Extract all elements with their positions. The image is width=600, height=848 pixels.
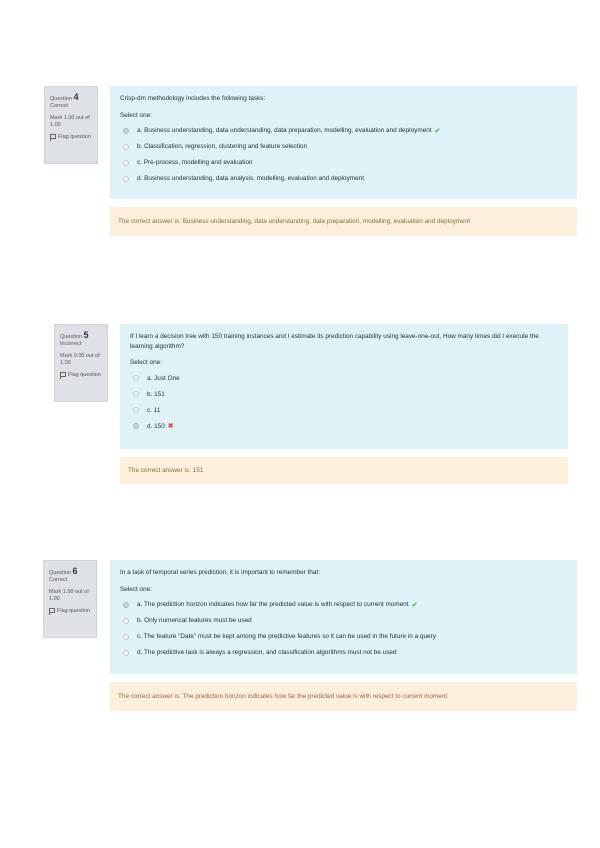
incorrect-cross-icon: ✖ [167, 423, 174, 431]
radio-button[interactable] [123, 602, 129, 608]
correct-answer-feedback: The correct answer is: The prediction horizon indicates how far the predicted value is with respect to current moment [110, 682, 577, 711]
answer-option[interactable]: d. 150 ✖ [130, 418, 558, 434]
question-number: Question 6 [49, 566, 78, 576]
answer-option[interactable]: a. The prediction horizon indicates how far the predicted value is with respect to current moment ✔ [120, 597, 567, 613]
answer-option[interactable]: b. Only numerical features must be used [120, 613, 567, 629]
question-state: Incorrect [60, 341, 82, 348]
radio-button[interactable] [133, 375, 139, 381]
answer-option[interactable]: c. 11 [130, 402, 558, 418]
flag-question-link[interactable]: Flag question [60, 372, 102, 379]
flag-icon [49, 608, 55, 615]
flag-icon [60, 372, 66, 379]
radio-button[interactable] [133, 391, 139, 397]
radio-button[interactable] [123, 650, 129, 656]
answer-option[interactable]: d. The predictive task is always a regression, and classification algorithms must not be used [120, 645, 567, 661]
answer-option[interactable]: a. Business understanding, data understanding, data preparation, modelling, evaluation and deployment ✔ [120, 123, 567, 139]
radio-button[interactable] [133, 423, 139, 429]
answer-option[interactable]: d. Business understanding, data analysis, modelling, evaluation and deployment [120, 171, 567, 187]
radio-button[interactable] [123, 128, 129, 134]
question-mark: Mark 0.00 out of 1.00 [60, 352, 100, 367]
radio-button[interactable] [123, 160, 129, 166]
question-info [44, 86, 98, 164]
question-info [54, 324, 108, 402]
flag-icon [50, 134, 56, 141]
answer-option[interactable]: a. Just One [130, 370, 558, 386]
radio-button[interactable] [133, 407, 139, 413]
radio-button[interactable] [123, 144, 129, 150]
question-mark: Mark 1.00 out of 1.00 [49, 588, 89, 603]
select-one-prompt: Select one: [130, 359, 162, 367]
question-state: Correct [49, 577, 68, 584]
question-mark: Mark 1.00 out of 1.00 [50, 114, 90, 129]
correct-answer-feedback: The correct answer is: Business understanding, data understanding, data preparation, modelling, evaluation and deployment [110, 207, 577, 236]
question-number: Question 4 [50, 92, 79, 102]
question-content [110, 560, 577, 674]
answer-option[interactable]: b. 151 [130, 386, 558, 402]
select-one-prompt: Select one: [120, 111, 152, 119]
radio-button[interactable] [123, 176, 129, 182]
correct-answer-feedback: The correct answer is: 151 [120, 457, 568, 484]
select-one-prompt: Select one: [120, 585, 152, 593]
question-content [110, 86, 577, 199]
question-text: Crisp-dm methodology includes the following tasks: [120, 95, 266, 102]
flag-question-link[interactable]: Flag question [49, 608, 91, 615]
flag-question-link[interactable]: Flag question [50, 134, 92, 141]
question-number: Question 5 [60, 330, 89, 340]
answer-option[interactable]: c. Pre-process, modelling and evaluation [120, 155, 567, 171]
radio-button[interactable] [123, 634, 129, 640]
question-text: If I learn a decision tree with 150 training instances and I estimate its prediction capability using leave-one-out, How many times did I execute the learning algorithm? [130, 333, 539, 350]
question-text: In a task of temporal series prediction, it is important to remember that: [120, 569, 320, 576]
question-info [43, 560, 97, 638]
correct-check-icon: ✔ [411, 601, 418, 609]
correct-check-icon: ✔ [434, 127, 441, 135]
question-state: Correct [50, 103, 69, 110]
question-content [120, 324, 568, 449]
answer-option[interactable]: b. Classification, regression, clustering and feature selection [120, 139, 567, 155]
answer-option[interactable]: c. The feature "Date" must be kept among the predictive features so it can be used in the future in a query [120, 629, 567, 645]
radio-button[interactable] [123, 618, 129, 624]
